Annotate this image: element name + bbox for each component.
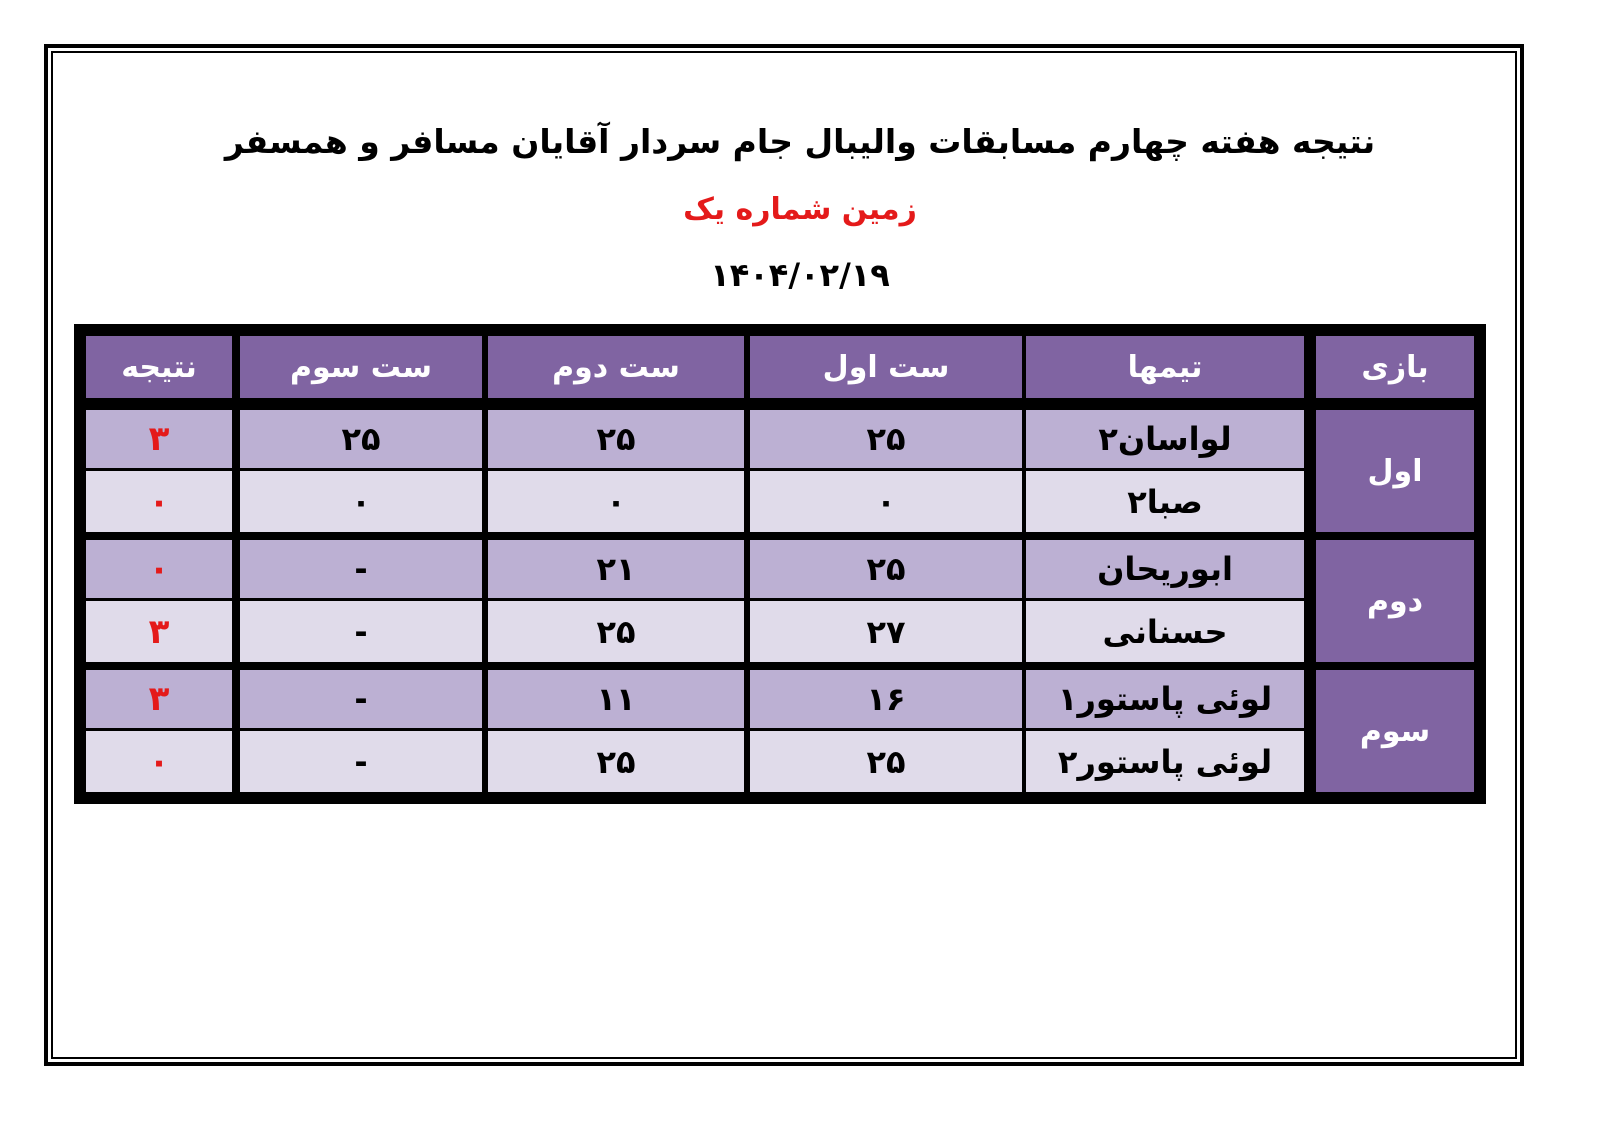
set2-score: ۱۱ bbox=[488, 670, 744, 728]
team-name: صبا۲ bbox=[1026, 471, 1304, 532]
game-label: اول bbox=[1316, 410, 1474, 532]
court-subtitle: زمین شماره یک bbox=[683, 192, 917, 227]
set1-score: ۱۶ bbox=[750, 670, 1022, 728]
team-name: لوئی پاستور۲ bbox=[1026, 731, 1304, 792]
team-name: لواسان۲ bbox=[1026, 410, 1304, 468]
set3-score: ۰ bbox=[240, 471, 482, 532]
set3-score: - bbox=[240, 540, 482, 598]
result-score: ۰ bbox=[86, 731, 232, 792]
results-table bbox=[74, 324, 1486, 804]
match-date: ۱۴۰۴/۰۲/۱۹ bbox=[710, 256, 890, 294]
result-score: ۳ bbox=[86, 410, 232, 468]
set2-score: ۲۱ bbox=[488, 540, 744, 598]
set1-score: ۲۵ bbox=[750, 410, 1022, 468]
set2-score: ۲۵ bbox=[488, 410, 744, 468]
result-score: ۰ bbox=[86, 471, 232, 532]
result-score: ۳ bbox=[86, 670, 232, 728]
header-game: بازی bbox=[1316, 336, 1474, 398]
result-score: ۰ bbox=[86, 540, 232, 598]
header-set1: ست اول bbox=[750, 336, 1022, 398]
game-label: دوم bbox=[1316, 540, 1474, 662]
page-title: نتیجه هفته چهارم مسابقات والیبال جام سردار آقایان مسافر و همسفر bbox=[224, 122, 1376, 161]
set2-score: ۲۵ bbox=[488, 601, 744, 662]
header-set2: ست دوم bbox=[488, 336, 744, 398]
team-name: لوئی پاستور۱ bbox=[1026, 670, 1304, 728]
result-score: ۳ bbox=[86, 601, 232, 662]
set1-score: ۲۷ bbox=[750, 601, 1022, 662]
set2-score: ۰ bbox=[488, 471, 744, 532]
set1-score: ۰ bbox=[750, 471, 1022, 532]
header-set3: ست سوم bbox=[240, 336, 482, 398]
set1-score: ۲۵ bbox=[750, 731, 1022, 792]
set3-score: - bbox=[240, 670, 482, 728]
team-name: ابوریحان bbox=[1026, 540, 1304, 598]
header-result: نتیجه bbox=[86, 336, 232, 398]
header-teams: تیمها bbox=[1026, 336, 1304, 398]
set2-score: ۲۵ bbox=[488, 731, 744, 792]
set3-score: ۲۵ bbox=[240, 410, 482, 468]
set1-score: ۲۵ bbox=[750, 540, 1022, 598]
set3-score: - bbox=[240, 731, 482, 792]
game-label: سوم bbox=[1316, 670, 1474, 792]
set3-score: - bbox=[240, 601, 482, 662]
team-name: حسنانی bbox=[1026, 601, 1304, 662]
